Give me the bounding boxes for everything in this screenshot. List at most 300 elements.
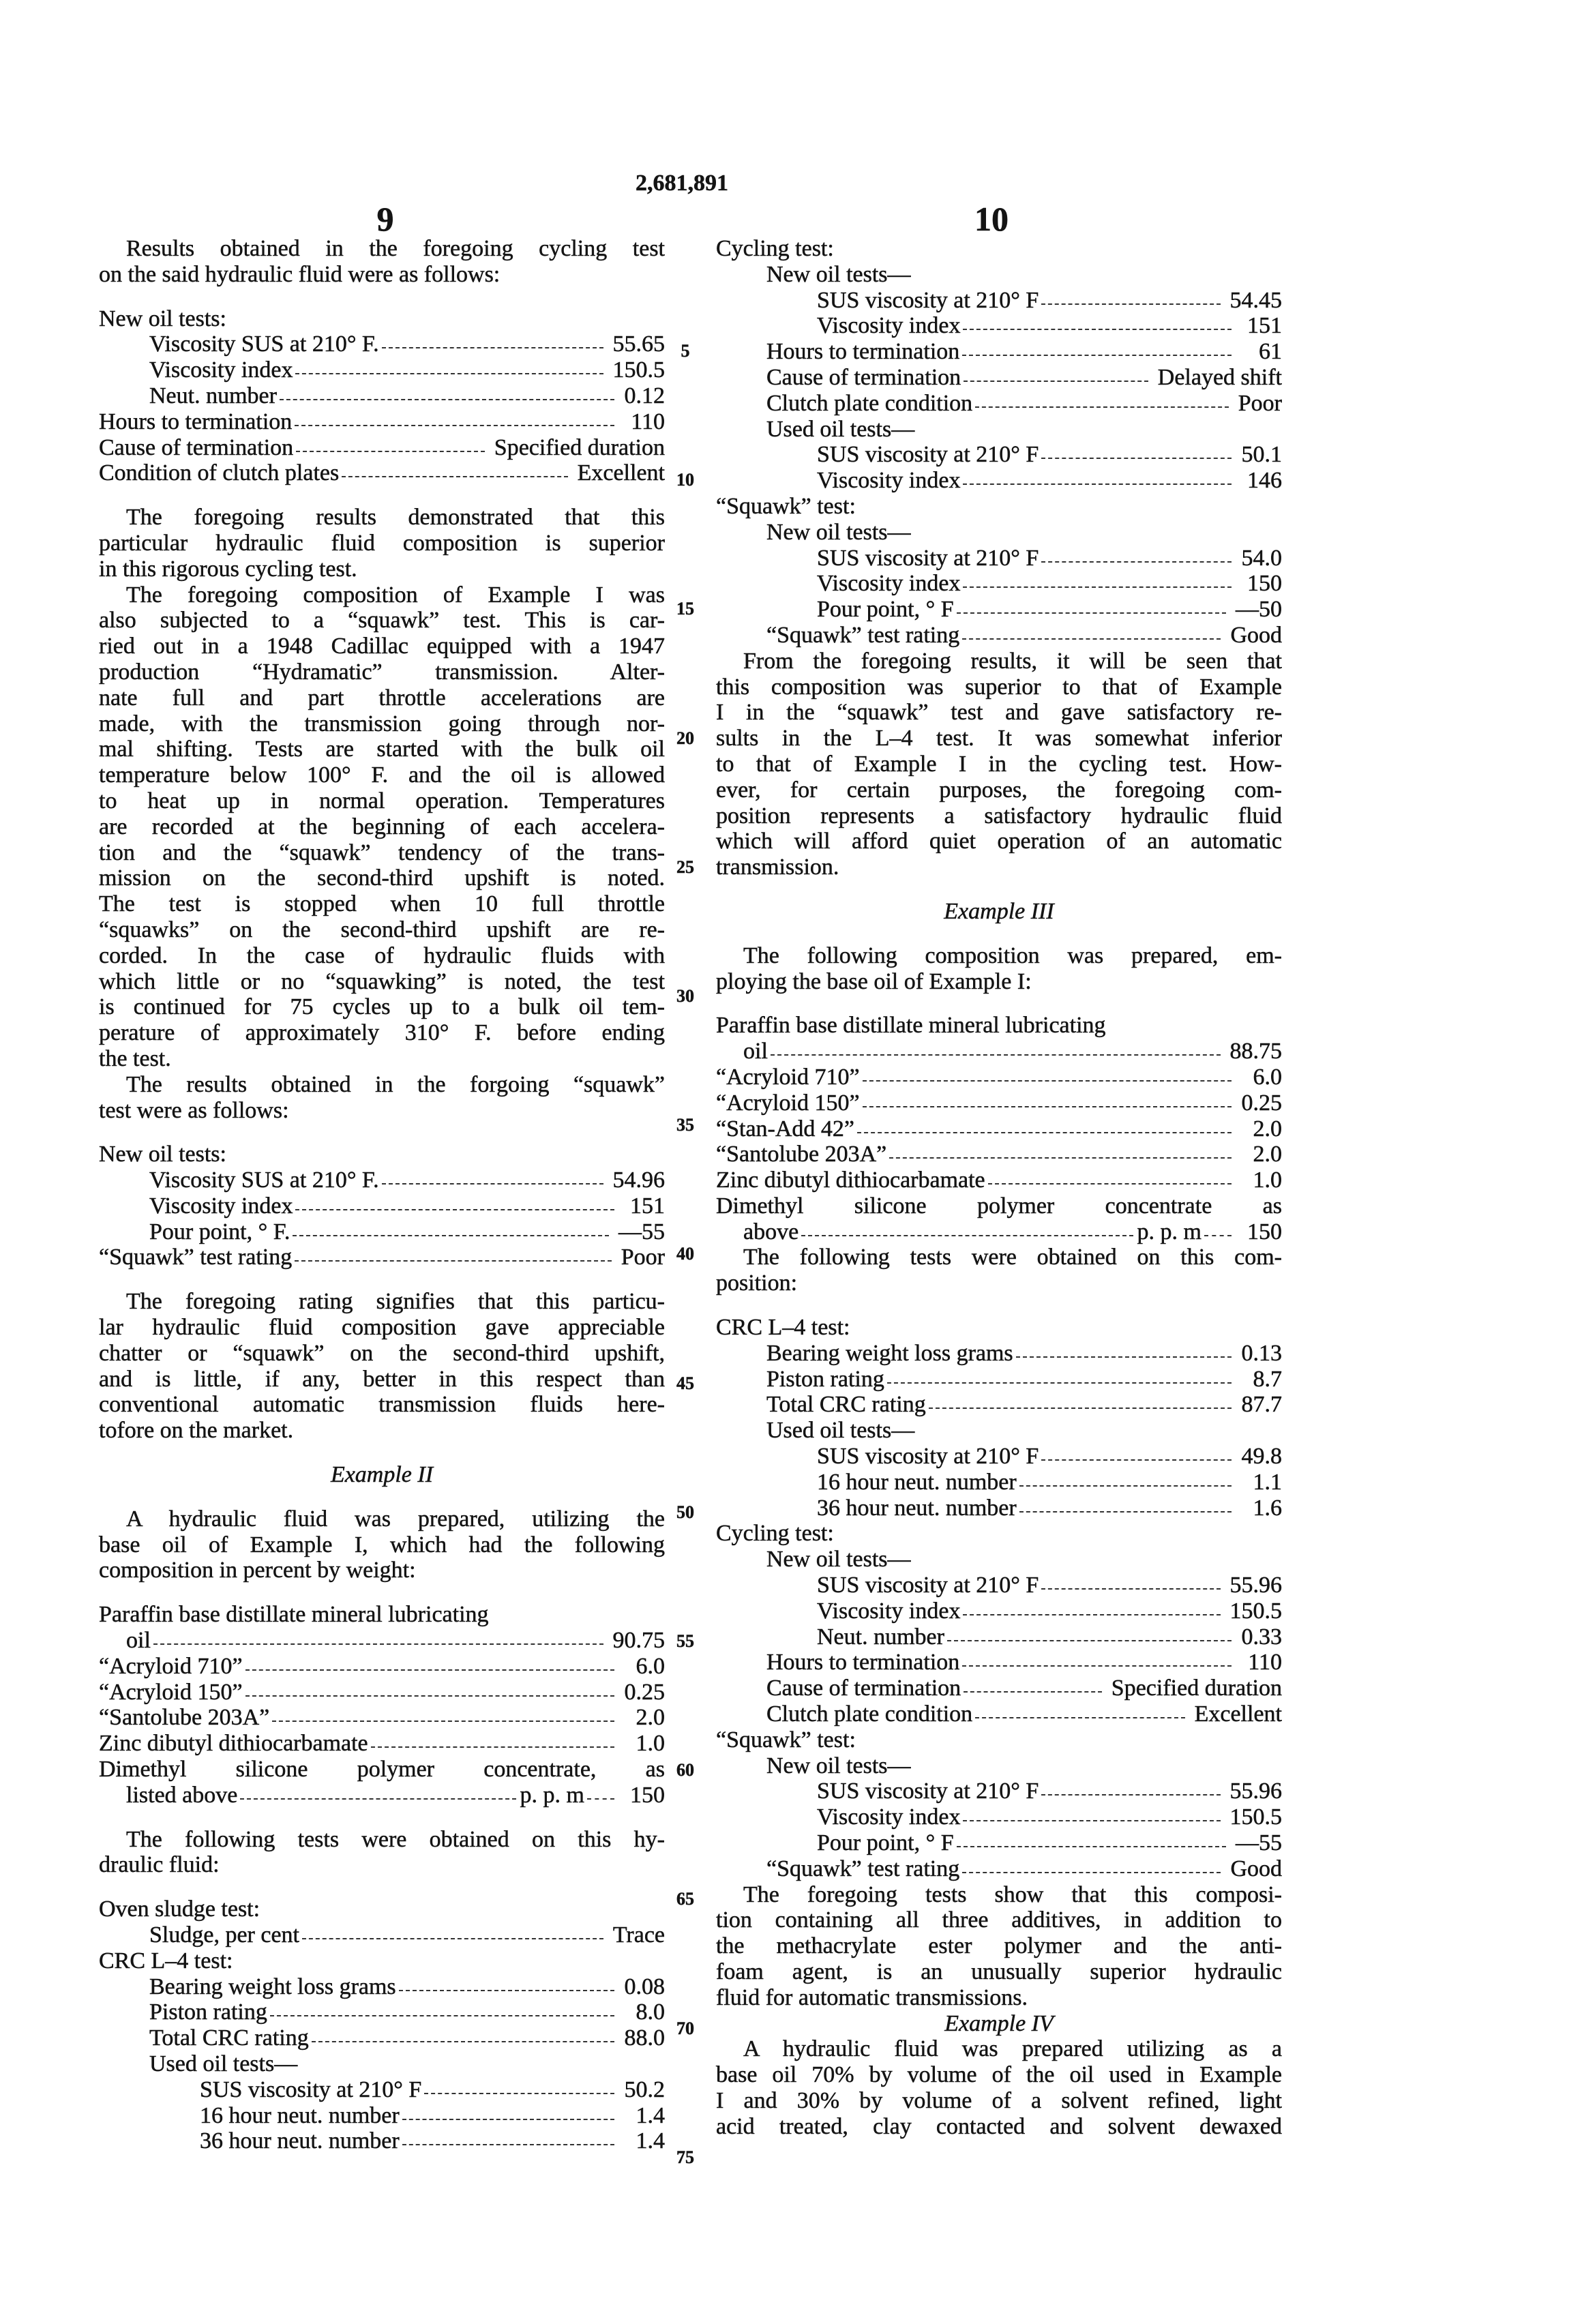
row-value: 150 <box>1241 1219 1282 1245</box>
dotted-leader <box>295 373 603 374</box>
paragraph-line: base oil 70% by volume of the oil used in Example <box>716 2062 1282 2088</box>
paragraph-line: the test. <box>99 1046 665 1072</box>
row-label: listed above <box>126 1783 237 1808</box>
line-number: 75 <box>672 2147 699 2168</box>
line-number: 55 <box>672 1631 699 1652</box>
row-label: Cause of termination <box>99 435 293 461</box>
text-line: Paraffin base distillate mineral lubricating <box>99 1602 665 1628</box>
row-label: Viscosity index <box>149 357 293 383</box>
row-label: “Squawk” test rating <box>99 1245 292 1270</box>
paragraph <box>716 943 1282 995</box>
data-row <box>99 435 665 461</box>
paragraph <box>99 505 665 582</box>
dotted-leader <box>312 2041 614 2042</box>
patent-number: 2,681,891 <box>0 170 1364 196</box>
row-value: 150 <box>1241 571 1282 597</box>
row-label: Piston rating <box>766 1367 884 1392</box>
line-number: 5 <box>672 341 699 361</box>
paragraph-line: The test is stopped when 10 full throttle <box>99 891 665 917</box>
dotted-leader <box>1041 458 1232 459</box>
paragraph <box>716 1882 1282 2011</box>
row-label: oil <box>743 1039 768 1064</box>
data-row <box>716 1470 1282 1495</box>
dotted-leader <box>957 1846 1226 1847</box>
row-value: 55.96 <box>1230 1573 1283 1598</box>
paragraph-line: “squawks” on the second-third upshift are re- <box>99 917 665 943</box>
dotted-leader <box>964 1691 1102 1693</box>
row-label: Total CRC rating <box>766 1392 926 1418</box>
left-page-number: 9 <box>317 199 453 239</box>
row-value: —50 <box>1236 597 1282 623</box>
paragraph-line: mission on the second-third upshift is noted. <box>99 865 665 891</box>
paragraph-line: The foregoing tests show that this composi- <box>716 1882 1282 1908</box>
row-label: “Stan-Add 42” <box>716 1116 854 1142</box>
dotted-leader <box>296 451 485 452</box>
line-number: 15 <box>672 599 699 619</box>
paragraph-line: to heat up in normal operation. Temperatures <box>99 788 665 814</box>
blank-space <box>99 486 665 505</box>
data-row <box>99 1628 665 1654</box>
data-row <box>716 1064 1282 1090</box>
paragraph-line: the methacrylate ester polymer and the anti- <box>716 1933 1282 1959</box>
row-label: “Acryloid 150” <box>99 1680 243 1705</box>
paragraph-line: made, with the transmission going through nor- <box>99 711 665 737</box>
dotted-leader <box>270 2015 614 2016</box>
row-value: 146 <box>1241 468 1282 494</box>
paragraph-line: position: <box>716 1270 1282 1296</box>
data-row <box>99 2128 665 2154</box>
row-label: Bearing weight loss grams <box>149 1974 396 2000</box>
dotted-leader <box>1041 1459 1232 1461</box>
row-value: —55 <box>1236 1830 1282 1856</box>
paragraph <box>99 1827 665 1879</box>
dotted-leader <box>587 1798 614 1800</box>
blank-space <box>99 1878 665 1896</box>
text-line: Used oil tests— <box>716 417 1282 443</box>
data-row <box>716 288 1282 314</box>
dotted-leader <box>863 1080 1232 1082</box>
row-label: Neut. number <box>149 383 277 409</box>
row-label: Pour point, ° F. <box>149 1219 290 1245</box>
dotted-leader <box>963 586 1232 588</box>
data-row <box>716 1650 1282 1675</box>
row-value: 55.65 <box>613 331 666 357</box>
data-row <box>716 391 1282 417</box>
data-row <box>716 1167 1282 1193</box>
row-label: Cause of termination <box>766 365 961 391</box>
text-line: New oil tests— <box>716 520 1282 546</box>
paragraph-line: chatter or “squawk” on the second-third upshift, <box>99 1341 665 1367</box>
paragraph-line: on the said hydraulic fluid were as follows: <box>99 262 665 288</box>
data-row <box>99 409 665 435</box>
row-value: 0.33 <box>1241 1624 1282 1650</box>
line-number: 30 <box>672 986 699 1007</box>
data-row <box>716 1142 1282 1167</box>
blank-space <box>716 994 1282 1013</box>
data-row <box>716 468 1282 494</box>
data-row <box>716 1830 1282 1856</box>
row-value: 87.7 <box>1241 1392 1282 1418</box>
paragraph <box>99 236 665 288</box>
row-label: Viscosity index <box>149 1193 293 1219</box>
paragraph-line: test were as follows: <box>99 1098 665 1124</box>
row-label: Viscosity index <box>817 571 960 597</box>
text-line: “Squawk” test: <box>716 494 1282 520</box>
dotted-leader <box>1019 1485 1232 1487</box>
row-value: 1.0 <box>1241 1167 1282 1193</box>
data-row <box>716 1039 1282 1064</box>
paragraph-line: mal shifting. Tests are started with the bulk oil <box>99 736 665 762</box>
row-label: Viscosity index <box>817 1598 960 1624</box>
text-line: Used oil tests— <box>716 1418 1282 1444</box>
row-value: Poor <box>1238 391 1282 417</box>
paragraph-line: ever, for certain purposes, the foregoing com- <box>716 777 1282 803</box>
row-value: 61 <box>1241 339 1282 365</box>
blank-space <box>99 1583 665 1602</box>
dotted-leader <box>424 2093 614 2094</box>
row-value: Good <box>1230 1856 1282 1882</box>
dotted-leader <box>1041 303 1220 305</box>
row-unit: p. p. m <box>1137 1219 1202 1245</box>
text-line: New oil tests— <box>716 1547 1282 1573</box>
row-label: Sludge, per cent <box>149 1922 299 1948</box>
data-row <box>716 1598 1282 1624</box>
row-label: Zinc dibutyl dithiocarbamate <box>99 1731 368 1757</box>
paragraph-line: perature of approximately 310° F. before ending <box>99 1020 665 1046</box>
data-row <box>716 442 1282 468</box>
dotted-leader <box>1041 561 1232 563</box>
line-number: 20 <box>672 728 699 749</box>
dotted-leader <box>402 2119 614 2120</box>
dotted-leader <box>962 638 1221 640</box>
dotted-leader <box>929 1407 1232 1409</box>
data-row <box>716 597 1282 623</box>
dotted-leader <box>964 381 1148 382</box>
text-line: Dimethyl silicone polymer concentrate, as <box>99 1757 665 1783</box>
row-value: 50.1 <box>1241 442 1282 468</box>
dotted-leader <box>382 1183 603 1185</box>
paragraph-line: fluid for automatic transmissions. <box>716 1985 1282 2011</box>
row-label: 16 hour neut. number <box>817 1470 1017 1495</box>
row-label: SUS viscosity at 210° F <box>817 1573 1039 1598</box>
data-row <box>99 1999 665 2025</box>
paragraph-line: The foregoing results demonstrated that this <box>99 505 665 531</box>
row-label: oil <box>126 1628 151 1654</box>
paragraph-line: and is little, if any, better in this respect than <box>99 1367 665 1392</box>
blank-space <box>716 925 1282 943</box>
paragraph-line: temperature below 100° F. and the oil is allowed <box>99 762 665 788</box>
row-value: 151 <box>1241 313 1282 339</box>
paragraph-line: position represents a satisfactory hydraulic fluid <box>716 803 1282 829</box>
paragraph <box>99 1289 665 1444</box>
paragraph-line: From the foregoing results, it will be seen that <box>716 649 1282 674</box>
data-row <box>716 1573 1282 1598</box>
data-row <box>716 1701 1282 1727</box>
data-row <box>716 546 1282 571</box>
text-line: New oil tests: <box>99 306 665 332</box>
line-number: 70 <box>672 2018 699 2039</box>
row-value: 54.0 <box>1241 546 1282 571</box>
row-label: Neut. number <box>817 1624 944 1650</box>
row-value: 1.4 <box>624 2103 665 2129</box>
data-row <box>716 1090 1282 1116</box>
data-row <box>99 1731 665 1757</box>
row-value: 150.5 <box>1230 1804 1283 1830</box>
paragraph-line: The results obtained in the forgoing “squawk” <box>99 1072 665 1098</box>
row-label: above <box>743 1219 799 1245</box>
paragraph-line: tofore on the market. <box>99 1418 665 1444</box>
row-label: SUS viscosity at 210° F <box>817 1444 1039 1470</box>
row-value: 0.13 <box>1241 1341 1282 1367</box>
text-line: Cycling test: <box>716 1521 1282 1547</box>
row-label: SUS viscosity at 210° F <box>817 288 1039 314</box>
row-value: 88.0 <box>624 2025 665 2051</box>
data-row <box>716 623 1282 649</box>
dotted-leader <box>947 1640 1232 1641</box>
paragraph-line: this composition was superior to that of Example <box>716 674 1282 700</box>
data-row <box>716 1856 1282 1882</box>
line-number: 50 <box>672 1502 699 1523</box>
data-row <box>99 2025 665 2051</box>
data-row <box>716 1341 1282 1367</box>
section-heading: Example IV <box>716 2011 1282 2037</box>
row-label: Viscosity index <box>817 468 960 494</box>
line-number: 40 <box>672 1244 699 1264</box>
dotted-leader <box>975 406 1229 408</box>
paragraph-line: tion containing all three additives, in addition to <box>716 1907 1282 1933</box>
row-value: 2.0 <box>624 1705 665 1731</box>
paragraph <box>716 649 1282 880</box>
row-label: “Acryloid 150” <box>716 1090 860 1116</box>
row-value: 150.5 <box>613 357 666 383</box>
dotted-leader <box>293 1235 609 1236</box>
dotted-leader <box>1204 1235 1232 1236</box>
row-value: 1.6 <box>1241 1495 1282 1521</box>
row-label: Viscosity SUS at 210° F. <box>149 331 379 357</box>
row-label: Clutch plate condition <box>766 391 972 417</box>
data-row <box>99 1219 665 1245</box>
blank-space <box>99 1808 665 1827</box>
data-row <box>99 2077 665 2103</box>
dotted-leader <box>963 329 1232 330</box>
row-label: “Squawk” test rating <box>766 1856 959 1882</box>
row-label: “Santolube 203A” <box>99 1705 269 1731</box>
paragraph-line: production “Hydramatic” transmission. Alter- <box>99 659 665 685</box>
dotted-leader <box>371 1746 614 1748</box>
dotted-leader <box>295 425 614 426</box>
text-line: “Squawk” test: <box>716 1727 1282 1753</box>
row-value: Specified duration <box>1111 1675 1282 1701</box>
row-value: 0.08 <box>624 1974 665 2000</box>
dotted-leader <box>957 612 1226 614</box>
left-column <box>99 236 665 2154</box>
paragraph-line: A hydraulic fluid was prepared, utilizing the <box>99 1506 665 1532</box>
paragraph <box>716 2036 1282 2139</box>
paragraph-line: ploying the base oil of Example I: <box>716 969 1282 995</box>
row-value: 0.25 <box>1241 1090 1282 1116</box>
line-number: 60 <box>672 1760 699 1781</box>
paragraph-line: I in the “squawk” test and gave satisfactory re- <box>716 700 1282 726</box>
row-value: 6.0 <box>624 1654 665 1680</box>
row-label: SUS viscosity at 210° F <box>817 442 1039 468</box>
row-value: 151 <box>624 1193 665 1219</box>
data-row <box>99 331 665 357</box>
right-column <box>716 236 1282 2140</box>
row-value: 2.0 <box>1241 1142 1282 1167</box>
blank-space <box>716 1296 1282 1315</box>
paragraph-line: nate full and part throttle accelerations are <box>99 685 665 711</box>
paragraph-line: I and 30% by volume of a solvent refined, light <box>716 2088 1282 2114</box>
row-value: 150 <box>624 1783 665 1808</box>
row-label: Total CRC rating <box>149 2025 309 2051</box>
row-label: SUS viscosity at 210° F <box>817 1778 1039 1804</box>
dotted-leader <box>771 1054 1221 1056</box>
line-number: 35 <box>672 1115 699 1135</box>
paragraph-line: also subjected to a “squawk” test. This is car- <box>99 608 665 634</box>
data-row <box>99 383 665 409</box>
dotted-leader <box>863 1106 1232 1107</box>
text-line: New oil tests: <box>99 1142 665 1167</box>
paragraph-line: in this rigorous cycling test. <box>99 556 665 582</box>
text-line: Dimethyl silicone polymer concentrate as <box>716 1193 1282 1219</box>
paragraph-line: corded. In the case of hydraulic fluids with <box>99 943 665 969</box>
row-value: 110 <box>624 409 665 435</box>
row-value: 54.45 <box>1230 288 1283 314</box>
paragraph-line: which little or no “squawking” is noted, the test <box>99 969 665 995</box>
dotted-leader <box>295 1260 612 1262</box>
data-row <box>716 1444 1282 1470</box>
row-label: “Squawk” test rating <box>766 623 959 649</box>
dotted-leader <box>1016 1356 1232 1358</box>
row-value: 1.0 <box>624 1731 665 1757</box>
blank-space <box>99 288 665 306</box>
blank-space <box>99 1123 665 1142</box>
paragraph-line: are recorded at the beginning of each accelera- <box>99 814 665 840</box>
row-label: 16 hour neut. number <box>200 2103 400 2129</box>
data-row <box>716 1219 1282 1245</box>
paragraph <box>99 582 665 1072</box>
paragraph-line: lar hydraulic fluid composition gave appreciable <box>99 1315 665 1341</box>
dotted-leader <box>295 1209 614 1210</box>
row-value: Excellent <box>578 460 665 486</box>
row-label: Hours to termination <box>99 409 292 435</box>
dotted-leader <box>153 1643 603 1645</box>
text-line: Oven sludge test: <box>99 1896 665 1922</box>
row-label: Viscosity index <box>817 1804 960 1830</box>
paragraph <box>99 1072 665 1124</box>
line-number: 10 <box>672 470 699 490</box>
data-row <box>716 1624 1282 1650</box>
dotted-leader <box>272 1720 614 1722</box>
data-row <box>716 1116 1282 1142</box>
dotted-leader <box>402 2144 614 2145</box>
paragraph-line: The foregoing rating signifies that this particu- <box>99 1289 665 1315</box>
paragraph-line: conventional automatic transmission fluids here- <box>99 1392 665 1418</box>
paragraph-line: acid treated, clay contacted and solvent dewaxed <box>716 2114 1282 2140</box>
dotted-leader <box>342 476 567 477</box>
row-label: Zinc dibutyl dithiocarbamate <box>716 1167 985 1193</box>
paragraph-line: The following tests were obtained on this com- <box>716 1245 1282 1270</box>
row-label: Condition of clutch plates <box>99 460 339 486</box>
line-number: 45 <box>672 1373 699 1394</box>
text-line: New oil tests— <box>716 1753 1282 1779</box>
data-row <box>99 1922 665 1948</box>
data-row <box>99 1974 665 2000</box>
data-row <box>99 1167 665 1193</box>
paragraph-line: sults in the L–4 test. It was somewhat inferior <box>716 726 1282 751</box>
row-value: 50.2 <box>624 2077 665 2103</box>
dotted-leader <box>382 347 603 348</box>
row-label: Clutch plate condition <box>766 1701 972 1727</box>
data-row <box>99 1193 665 1219</box>
row-value: 90.75 <box>613 1628 666 1654</box>
row-value: Trace <box>613 1922 665 1948</box>
blank-space <box>99 1488 665 1506</box>
section-heading: Example II <box>99 1462 665 1488</box>
row-value: 110 <box>1241 1650 1282 1675</box>
paragraph <box>716 1245 1282 1296</box>
row-label: 36 hour neut. number <box>817 1495 1017 1521</box>
row-label: Viscosity SUS at 210° F. <box>149 1167 379 1193</box>
row-value: Excellent <box>1195 1701 1282 1727</box>
dotted-leader <box>962 355 1232 356</box>
paragraph <box>99 1506 665 1583</box>
dotted-leader <box>963 483 1232 485</box>
text-line: Paraffin base distillate mineral lubricating <box>716 1013 1282 1039</box>
dotted-leader <box>988 1183 1232 1185</box>
dotted-leader <box>963 1614 1220 1615</box>
data-row <box>716 339 1282 365</box>
row-label: Cause of termination <box>766 1675 961 1701</box>
data-row <box>716 1367 1282 1392</box>
row-label: “Santolube 203A” <box>716 1142 886 1167</box>
row-label: 36 hour neut. number <box>200 2128 400 2154</box>
row-value: 49.8 <box>1241 1444 1282 1470</box>
data-row <box>716 1778 1282 1804</box>
row-label: Pour point, ° F <box>817 597 954 623</box>
row-value: 54.96 <box>613 1167 666 1193</box>
dotted-leader <box>963 1820 1220 1821</box>
blank-space <box>716 880 1282 899</box>
text-line: Used oil tests— <box>99 2051 665 2077</box>
row-unit: p. p. m <box>520 1783 584 1808</box>
dotted-leader <box>240 1798 516 1800</box>
text-line: New oil tests— <box>716 262 1282 288</box>
paragraph-line: is continued for 75 cycles up to a bulk oil tem- <box>99 994 665 1020</box>
row-value: Delayed shift <box>1158 365 1282 391</box>
row-value: 0.12 <box>624 383 665 409</box>
dotted-leader <box>857 1132 1232 1133</box>
paragraph-line: foam agent, is an unusually superior hydraulic <box>716 1959 1282 1985</box>
paragraph-line: which will afford quiet operation of an automatic <box>716 829 1282 854</box>
data-row <box>99 460 665 486</box>
data-row <box>716 1804 1282 1830</box>
text-line: CRC L–4 test: <box>716 1315 1282 1341</box>
data-row <box>716 1675 1282 1701</box>
right-page-number: 10 <box>923 199 1060 239</box>
row-value: 0.25 <box>624 1680 665 1705</box>
paragraph-line: base oil of Example I, which had the following <box>99 1532 665 1558</box>
row-value: 6.0 <box>1241 1064 1282 1090</box>
dotted-leader <box>975 1717 1184 1718</box>
row-label: Hours to termination <box>766 1650 959 1675</box>
row-label: Hours to termination <box>766 339 959 365</box>
row-value: 55.96 <box>1230 1778 1283 1804</box>
row-value: Poor <box>621 1245 665 1270</box>
data-row <box>99 1705 665 1731</box>
paragraph-line: to that of Example I in the cycling test. How- <box>716 751 1282 777</box>
row-value: —55 <box>618 1219 665 1245</box>
